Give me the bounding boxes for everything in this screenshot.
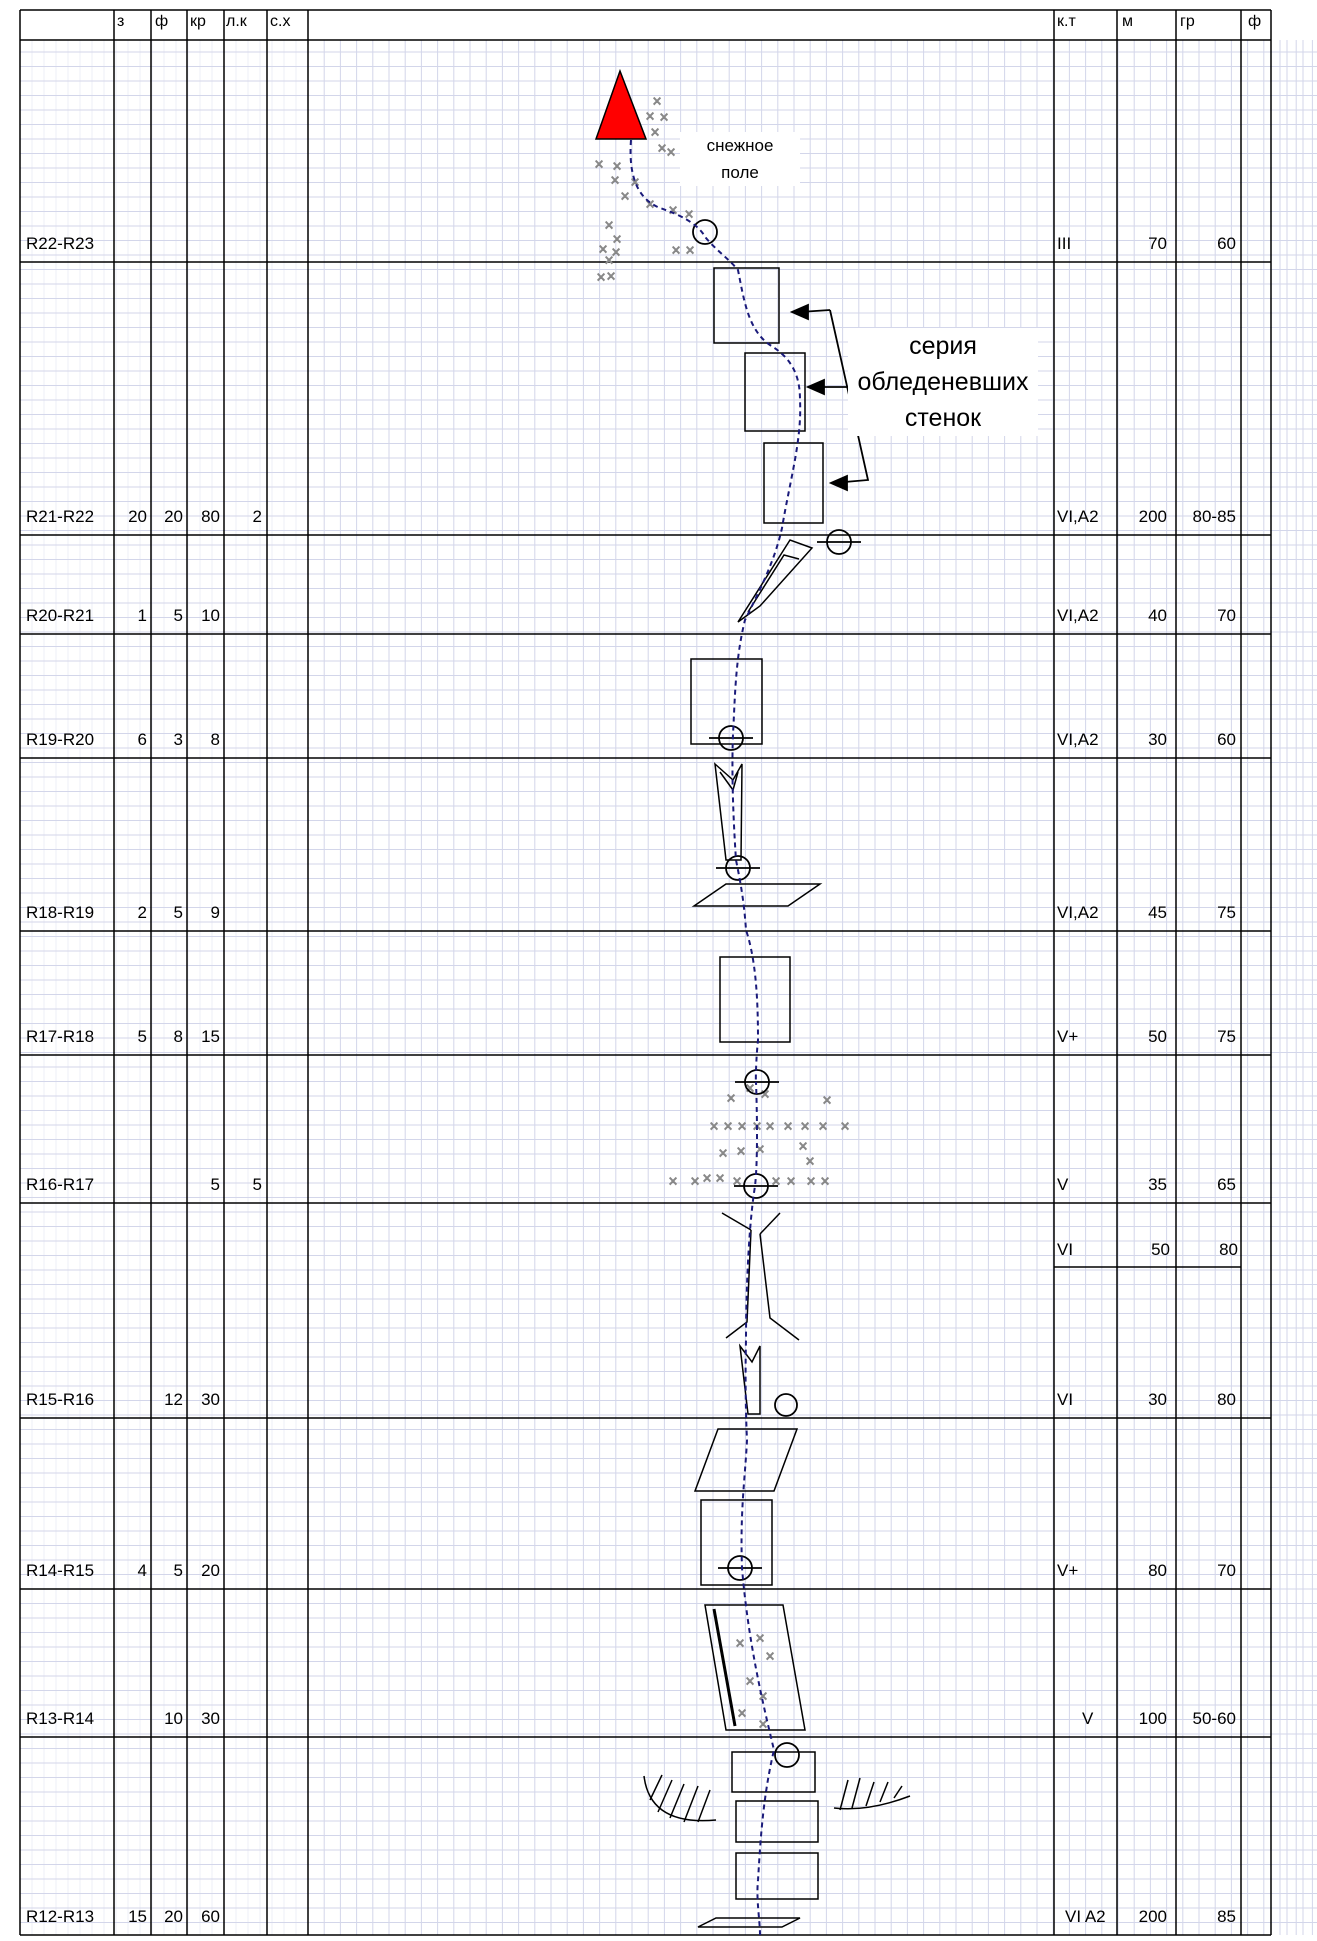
overhang-left-hatch — [650, 1775, 710, 1822]
section-kr: 80 — [201, 507, 220, 526]
snow-cross: × — [818, 1119, 829, 1133]
snow-cross: × — [723, 1119, 734, 1133]
section-name: R18-R19 — [26, 903, 95, 922]
snow-cross: × — [666, 145, 677, 159]
snow-cross: × — [745, 1674, 756, 1688]
chimney-r15-right — [760, 1234, 799, 1340]
snow-cross: × — [805, 1154, 816, 1168]
snow-cross: × — [758, 1717, 769, 1731]
header-kt: к.т — [1057, 13, 1076, 30]
section-kr: 9 — [210, 903, 220, 922]
snow-cross: × — [685, 243, 696, 257]
snow-cross: × — [690, 1174, 701, 1188]
snow-cross: × — [752, 1119, 763, 1133]
snow-cross: × — [671, 243, 682, 257]
snow-cross: × — [668, 203, 679, 217]
section-gr: 70 — [1217, 606, 1236, 625]
section-name: R13-R14 — [26, 1709, 95, 1728]
section-z: 1 — [137, 606, 147, 625]
section-z: 15 — [128, 1907, 147, 1926]
section-z: 5 — [137, 1027, 147, 1046]
snow-cross: × — [630, 175, 641, 189]
snow-cross: × — [645, 109, 656, 123]
section-kr: 8 — [210, 730, 220, 749]
chimney-r15-top-left — [722, 1213, 751, 1230]
section-gr: 70 — [1217, 1561, 1236, 1580]
chimney-r15-top-right — [760, 1213, 780, 1234]
section-kt: V — [1057, 1175, 1069, 1194]
section-f: 12 — [164, 1390, 183, 1409]
section-lk: 5 — [252, 1175, 262, 1194]
section-z: 4 — [137, 1561, 147, 1580]
snow-cross: × — [726, 1091, 737, 1105]
graph-paper-grid — [20, 40, 1317, 1935]
snow-cross: × — [645, 197, 656, 211]
snow-cross: × — [652, 94, 663, 108]
section-kt: VI,A2 — [1057, 507, 1099, 526]
section-name: R17-R18 — [26, 1027, 95, 1046]
section-m: 40 — [1148, 606, 1167, 625]
section-f: 5 — [173, 606, 183, 625]
snow-cross: × — [840, 1119, 851, 1133]
snow-cross: × — [612, 159, 623, 173]
section-gr: 85 — [1217, 1907, 1236, 1926]
section-kr: 20 — [201, 1561, 220, 1580]
section-m: 80 — [1148, 1561, 1167, 1580]
snow-cross: × — [783, 1119, 794, 1133]
section-f: 20 — [164, 1907, 183, 1926]
snow-cross: × — [755, 1631, 766, 1645]
section-gr: 60 — [1217, 234, 1236, 253]
snow-cross: × — [758, 1689, 769, 1703]
snow-patch-marks — [668, 1081, 850, 1188]
section-m: 70 — [1148, 234, 1167, 253]
section-name: R21-R22 — [26, 507, 95, 526]
icy-walls-line-1: серия — [909, 332, 977, 360]
section-kr: 60 — [201, 1907, 220, 1926]
section-kt: V — [1082, 1709, 1094, 1728]
section-gr: 75 — [1217, 1027, 1236, 1046]
section-name: R14-R15 — [26, 1561, 95, 1580]
overhangs — [644, 1775, 910, 1822]
section-z: 2 — [137, 903, 147, 922]
snow-cross: × — [604, 253, 615, 267]
snow-cross: × — [611, 245, 622, 259]
snow-cross: × — [612, 232, 623, 246]
snow-slab-marks — [735, 1631, 775, 1731]
section-gr: 50-60 — [1192, 1709, 1236, 1728]
snow-cross: × — [798, 1139, 809, 1153]
snow-cross: × — [765, 1119, 776, 1133]
section-m: 200 — [1138, 1907, 1167, 1926]
arrowhead-3 — [831, 476, 847, 490]
snow-cross: × — [820, 1174, 831, 1188]
wall-r19 — [691, 659, 762, 744]
snow-cross: × — [760, 1087, 771, 1101]
snow-cross: × — [709, 1119, 720, 1133]
section-kr: 15 — [201, 1027, 220, 1046]
snow-cross: × — [765, 1649, 776, 1663]
block-r12-3 — [736, 1853, 818, 1899]
snow-cross: × — [755, 1142, 766, 1156]
snow-cross: × — [715, 1171, 726, 1185]
belay-stations — [693, 220, 861, 1767]
section-m: 30 — [1148, 730, 1167, 749]
snow-cross: × — [771, 1174, 782, 1188]
section-f: 8 — [173, 1027, 183, 1046]
section-name: R16-R17 — [26, 1175, 95, 1194]
snow-cross: × — [732, 1174, 743, 1188]
hatch-line — [866, 1782, 874, 1806]
section-f: 5 — [173, 903, 183, 922]
section-kt: V+ — [1057, 1561, 1079, 1580]
section-m: 35 — [1148, 1175, 1167, 1194]
extra-row-gr: 80 — [1219, 1240, 1238, 1259]
snow-field-line-1: снежное — [706, 136, 774, 155]
snow-cross: × — [800, 1119, 811, 1133]
icy-walls-label — [848, 328, 1038, 436]
section-name: R22-R23 — [26, 234, 95, 253]
chimney-r18 — [715, 764, 742, 860]
section-gr: 75 — [1217, 903, 1236, 922]
overhang-right-hatch — [840, 1778, 902, 1810]
hatch-line — [658, 1780, 672, 1812]
header-f2: ф — [1248, 13, 1262, 30]
section-kt: VI,A2 — [1057, 606, 1099, 625]
section-f: 10 — [164, 1709, 183, 1728]
extra-row-kt: VI — [1057, 1240, 1074, 1259]
snow-cross: × — [684, 207, 695, 221]
section-kr: 5 — [210, 1175, 220, 1194]
block-r12-1 — [732, 1752, 815, 1792]
section-kt: III — [1057, 234, 1072, 253]
hatch-line — [670, 1784, 684, 1818]
section-gr: 65 — [1217, 1175, 1236, 1194]
snow-cross: × — [610, 173, 621, 187]
section-kt: VI A2 — [1065, 1907, 1106, 1926]
header-lk: л.к — [226, 13, 247, 30]
snow-cross: × — [604, 218, 615, 232]
hatch-line — [684, 1786, 698, 1822]
section-gr: 80 — [1217, 1390, 1236, 1409]
section-name: R19-R20 — [26, 730, 95, 749]
corner-r15 — [740, 1346, 760, 1414]
snow-cross: × — [737, 1706, 748, 1720]
section-kt: VI,A2 — [1057, 730, 1099, 749]
snow-cross: × — [594, 157, 605, 171]
hatch-line — [650, 1775, 662, 1800]
snow-cross: × — [659, 110, 670, 124]
section-m: 50 — [1148, 1027, 1167, 1046]
hatch-line — [840, 1780, 848, 1810]
snow-cross: × — [736, 1144, 747, 1158]
section-f: 20 — [164, 507, 183, 526]
snow-cross: × — [668, 1174, 679, 1188]
section-kt: VI — [1057, 1390, 1074, 1409]
section-kr: 30 — [201, 1709, 220, 1728]
snow-cross: × — [596, 270, 607, 284]
overhang-left — [644, 1776, 716, 1821]
header-f: ф — [155, 13, 169, 30]
section-z: 20 — [128, 507, 147, 526]
snow-cross: × — [702, 1171, 713, 1185]
section-f: 3 — [173, 730, 183, 749]
section-name: R15-R16 — [26, 1390, 95, 1409]
snow-cross: × — [718, 1146, 729, 1160]
section-m: 45 — [1148, 903, 1167, 922]
snow-cross: × — [822, 1093, 833, 1107]
icy-walls-line-2: обледеневших — [857, 368, 1029, 396]
section-kr: 10 — [201, 606, 220, 625]
section-name: R12-R13 — [26, 1907, 95, 1926]
snow-cross: × — [806, 1174, 817, 1188]
snow-cross: × — [745, 1081, 756, 1095]
snow-cross: × — [737, 1119, 748, 1133]
snow-field-label — [680, 132, 800, 186]
section-gr: 60 — [1217, 730, 1236, 749]
section-name: R20-R21 — [26, 606, 95, 625]
snow-cross: × — [786, 1174, 797, 1188]
header-kr: кр — [190, 13, 206, 30]
section-m: 100 — [1138, 1709, 1167, 1728]
section-lk: 2 — [252, 507, 262, 526]
snow-cross: × — [598, 242, 609, 256]
section-f: 5 — [173, 1561, 183, 1580]
icy-wall-2 — [745, 353, 805, 431]
section-gr: 80-85 — [1192, 507, 1236, 526]
snow-cross: × — [657, 141, 668, 155]
snow-cross: × — [735, 1636, 746, 1650]
section-kr: 30 — [201, 1390, 220, 1409]
header-sx: с.х — [270, 13, 291, 30]
section-z: 6 — [137, 730, 147, 749]
slab-r13-edge — [714, 1609, 735, 1726]
extra-row-m: 50 — [1151, 1240, 1170, 1259]
icy-walls-line-3: стенок — [904, 404, 982, 432]
snow-cross: × — [650, 125, 661, 139]
section-m: 200 — [1138, 507, 1167, 526]
section-m: 30 — [1148, 1390, 1167, 1409]
snow-field-line-2: поле — [721, 163, 759, 182]
header-m: м — [1122, 13, 1133, 30]
header-gr: гр — [1180, 13, 1195, 30]
section-kt: V+ — [1057, 1027, 1079, 1046]
header-z: з — [117, 13, 125, 30]
snow-cross: × — [606, 269, 617, 283]
snow-cross: × — [620, 189, 631, 203]
section-kt: VI,A2 — [1057, 903, 1099, 922]
